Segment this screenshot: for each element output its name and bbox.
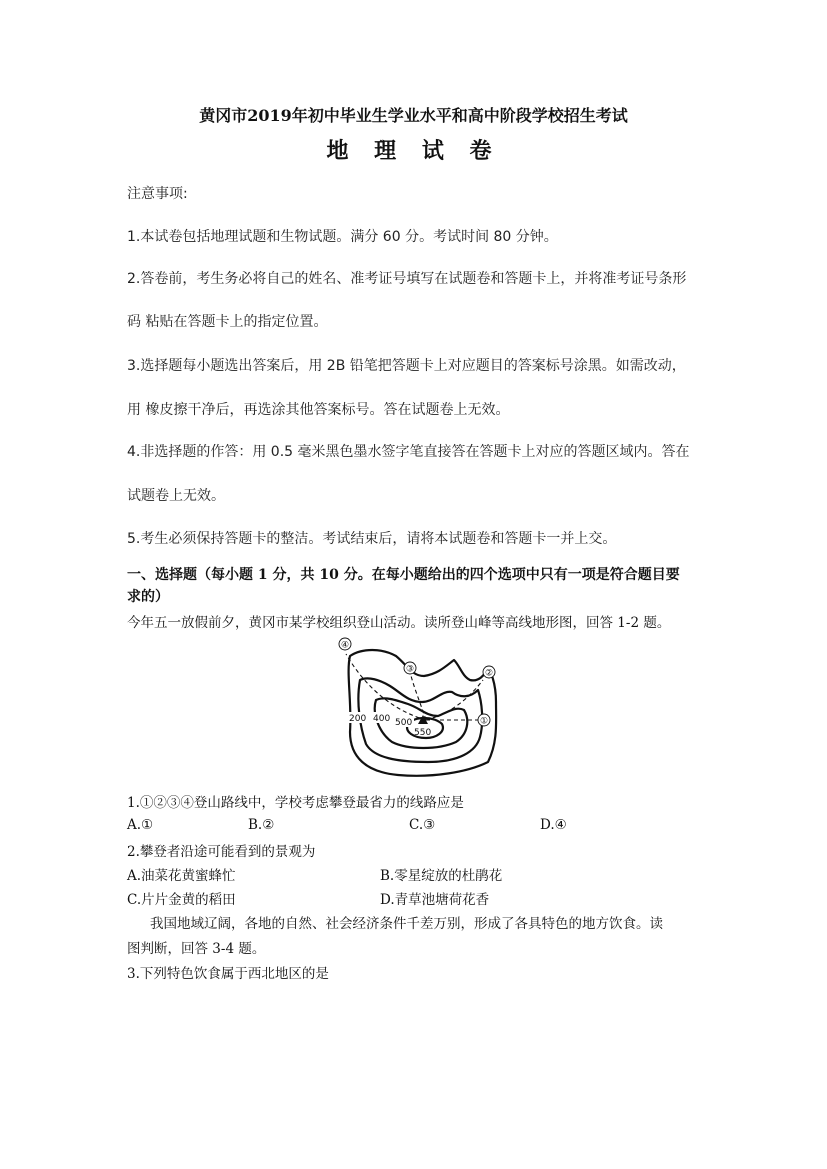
question-2-option-d[interactable]: D.青草池塘荷花香	[380, 892, 490, 908]
notice-item-1: 1.本试卷包括地理试题和生物试题。满分 60 分。考试时间 80 分钟。	[127, 229, 558, 245]
section-1-intro: 今年五一放假前夕，黄冈市某学校组织登山活动。读所登山峰等高线地形图，回答 1-2 题。	[127, 615, 671, 631]
route-4-number: ④	[340, 640, 350, 651]
contour-label-500: 500	[395, 718, 413, 728]
question-1-option-d[interactable]: D.④	[540, 817, 567, 833]
route-3-number: ③	[405, 664, 415, 675]
route-2-path	[426, 680, 483, 720]
question-2-option-b[interactable]: B.零星绽放的杜鹃花	[380, 868, 503, 884]
route-1-number: ①	[479, 716, 489, 727]
notice-item-2-line-1: 2.答卷前，考生务必将自己的姓名、准考证号填写在试题卷和答题卡上，并将准考证号条形	[127, 271, 687, 287]
route-2-number: ②	[484, 668, 494, 679]
notice-item-2-line-2: 码 粘贴在答题卡上的指定位置。	[127, 314, 328, 330]
notice-item-3-line-2: 用 橡皮擦干净后，再选涂其他答案标号。答在试题卷上无效。	[127, 402, 510, 418]
route-3-path	[410, 672, 426, 720]
exam-title: 黄冈市2019年初中毕业生学业水平和高中阶段学校招生考试	[199, 106, 628, 125]
notice-item-4-line-1: 4.非选择题的作答：用 0.5 毫米黑色墨水签字笔直接答在答题卡上对应的答题区域内。答在	[127, 444, 690, 460]
passage-2-line-2: 图判断，回答 3-4 题。	[127, 941, 266, 957]
question-1-option-a[interactable]: A.①	[127, 817, 154, 833]
contour-200	[349, 650, 497, 776]
question-1-stem: 1.①②③④登山路线中，学校考虑攀登最省力的线路应是	[127, 795, 464, 811]
question-1-option-c[interactable]: C.③	[409, 817, 436, 833]
question-2-stem: 2.攀登者沿途可能看到的景观为	[127, 844, 316, 860]
contour-label-400: 400	[373, 714, 391, 724]
question-2-option-a[interactable]: A.油菜花黄蜜蜂忙	[127, 868, 236, 884]
question-1-option-b[interactable]: B.②	[248, 817, 275, 833]
passage-2-line-1: 我国地域辽阔，各地的自然、社会经济条件千差万别，形成了各具特色的地方饮食。读	[150, 916, 663, 932]
contour-map	[338, 632, 503, 782]
contour-label-550: 550	[414, 728, 432, 738]
contour-label-200: 200	[349, 714, 367, 724]
section-1-heading-line-2: 求的）	[127, 589, 169, 605]
question-2-option-c[interactable]: C.片片金黄的稻田	[127, 892, 236, 908]
question-3-stem: 3.下列特色饮食属于西北地区的是	[127, 966, 329, 982]
notice-item-4-line-2: 试题卷上无效。	[127, 488, 225, 504]
notice-item-5: 5.考生必须保持答题卡的整洁。考试结束后，请将本试题卷和答题卡一并上交。	[127, 531, 617, 547]
notice-item-3-line-1: 3.选择题每小题选出答案后，用 2B 铅笔把答题卡上对应题目的答案标号涂黑。如需改动，	[127, 358, 686, 374]
section-1-heading-line-1: 一、选择题（每小题 1 分，共 10 分。在每小题给出的四个选项中只有一项是符合题目要	[127, 567, 680, 583]
exam-subtitle: 地 理 试 卷	[326, 138, 501, 164]
notice-heading: 注意事项:	[127, 186, 188, 202]
